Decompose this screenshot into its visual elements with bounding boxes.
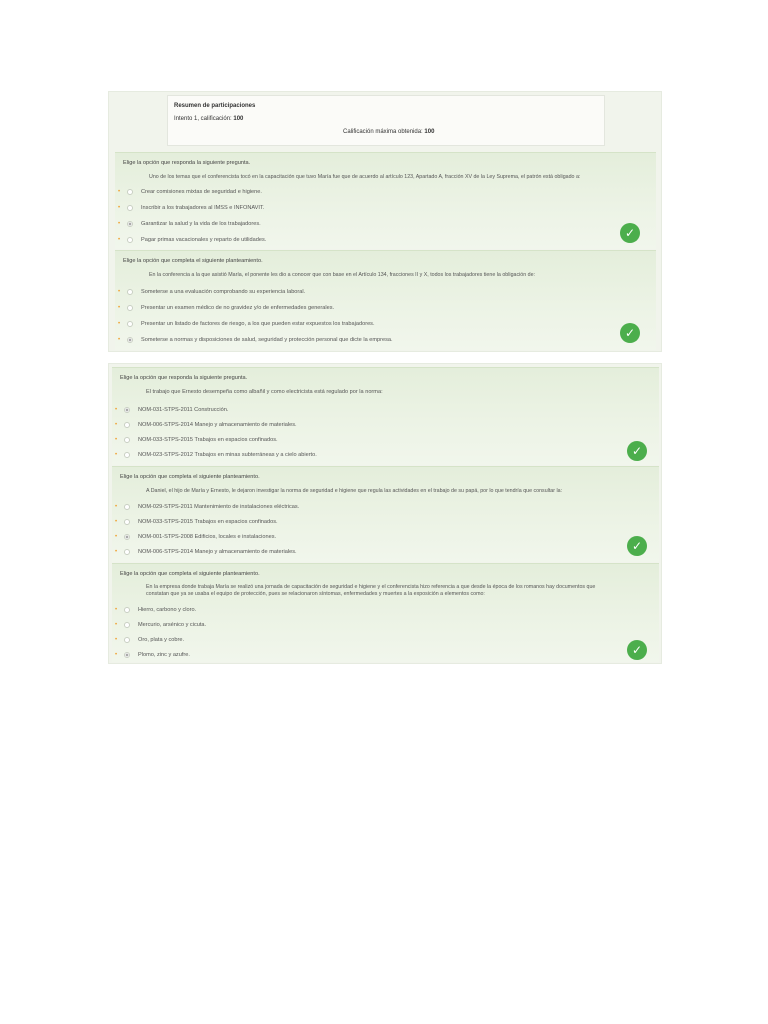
option-label: NOM-031-STPS-2011 Construcción.	[138, 407, 229, 413]
question-prompt: Elige la opción que completa el siguiente planteamiento.	[120, 474, 260, 480]
check-icon: ✓	[627, 640, 647, 660]
question-prompt: Elige la opción que responda la siguiente pregunta.	[120, 375, 248, 381]
radio-icon[interactable]	[127, 321, 133, 327]
option-label: NOM-006-STPS-2014 Manejo y almacenamiento de materiales.	[138, 422, 297, 428]
option-label: Crear comisiones mixtas de seguridad e higiene.	[141, 189, 262, 195]
check-icon: ✓	[620, 223, 640, 243]
option-label: NOM-023-STPS-2012 Trabajos en minas subterráneas y a cielo abierto.	[138, 452, 317, 458]
radio-icon[interactable]	[124, 622, 130, 628]
option-label: Garantizar la salud y la vida de los trabajadores.	[141, 221, 261, 227]
option-label: NOM-006-STPS-2014 Manejo y almacenamiento de materiales.	[138, 549, 297, 555]
question-text: El trabajo que Ernesto desempeña como albañil y como electricista está regulado por la norma:	[146, 389, 383, 395]
question-2	[115, 250, 656, 350]
option-label: Mercurio, arsénico y cicuta.	[138, 622, 207, 628]
radio-selected-icon[interactable]	[127, 221, 133, 227]
radio-icon[interactable]	[127, 205, 133, 211]
radio-icon[interactable]	[127, 289, 133, 295]
option-list	[112, 368, 659, 465]
radio-icon[interactable]	[124, 607, 130, 613]
radio-icon[interactable]	[124, 549, 130, 555]
summary-title: Resumen de participaciones	[174, 103, 256, 109]
option-list	[112, 467, 659, 562]
max-score	[343, 128, 434, 136]
question-5	[112, 563, 659, 662]
radio-icon[interactable]	[127, 237, 133, 243]
option-label: Pagar primas vacacionales y reparto de utilidades.	[141, 237, 267, 243]
marker-icon: •	[115, 549, 118, 555]
marker-icon: •	[118, 205, 121, 211]
attempts-summary	[167, 95, 605, 146]
marker-icon: •	[115, 407, 118, 413]
radio-icon[interactable]	[127, 305, 133, 311]
option-label: Presentar un listado de factores de riesgo, a los que pueden estar expuestos los trabajadores.	[141, 321, 375, 327]
option-label: Oro, plata y cobre.	[138, 637, 185, 643]
marker-icon: •	[115, 652, 118, 658]
option-label: Inscribir a los trabajadores al IMSS e INFONAVIT.	[141, 205, 265, 211]
option-label: NOM-033-STPS-2015 Trabajos en espacios confinados.	[138, 437, 278, 443]
check-icon: ✓	[627, 536, 647, 556]
option-label: Presentar un examen médico de no gravidez y/o de enfermedades generales.	[141, 305, 335, 311]
radio-icon[interactable]	[124, 519, 130, 525]
check-icon: ✓	[627, 441, 647, 461]
question-prompt: Elige la opción que completa el siguiente planteamiento.	[123, 258, 263, 264]
question-prompt: Elige la opción que responda la siguiente pregunta.	[123, 160, 251, 166]
radio-icon[interactable]	[127, 189, 133, 195]
marker-icon: •	[115, 504, 118, 510]
marker-icon: •	[118, 337, 121, 343]
marker-icon: •	[115, 534, 118, 540]
radio-icon[interactable]	[124, 504, 130, 510]
radio-selected-icon[interactable]	[124, 652, 130, 658]
radio-icon[interactable]	[124, 422, 130, 428]
marker-icon: •	[118, 305, 121, 311]
option-label: Hierro, carbono y cloro.	[138, 607, 197, 613]
marker-icon: •	[115, 622, 118, 628]
option-label: Someterse a normas y disposiciones de salud, seguridad y protección personal que dicte la empresa.	[141, 337, 393, 343]
check-icon: ✓	[620, 323, 640, 343]
question-text: En la conferencia a la que asistió María, el ponente les dio a conocer que con base en el Artículo 134, fracciones II y X, todos los trabajadores tiene la obligación de:	[149, 272, 536, 278]
marker-icon: •	[115, 519, 118, 525]
marker-icon: •	[118, 221, 121, 227]
marker-icon: •	[115, 422, 118, 428]
radio-icon[interactable]	[124, 452, 130, 458]
question-1	[115, 152, 656, 249]
question-3	[112, 367, 659, 465]
option-label: NOM-033-STPS-2015 Trabajos en espacios confinados.	[138, 519, 278, 525]
marker-icon: •	[118, 289, 121, 295]
attempt-label: Intento 1, calificación:	[174, 116, 232, 122]
quiz-screenshot-1	[108, 91, 662, 352]
marker-icon: •	[118, 189, 121, 195]
option-list	[112, 564, 659, 662]
marker-icon: •	[115, 637, 118, 643]
attempt-score	[174, 115, 243, 123]
option-label: NOM-029-STPS-2011 Mantenimiento de instalaciones eléctricas.	[138, 504, 300, 510]
max-value: 100	[424, 129, 435, 135]
marker-icon: •	[118, 237, 121, 243]
option-label: Plomo, zinc y azufre.	[138, 652, 190, 658]
marker-icon: •	[115, 452, 118, 458]
question-text: En la empresa donde trabaja María se realizó una jornada de capacitación de seguridad e higiene y el conferencista hizo referencia a que desde la época de los romanos hay documentos que constatan que ya se usaba el equipo de protección, pues se relacionaron síntomas, enfermedades y muertes a la exposición a elementos como:	[146, 584, 596, 597]
radio-selected-icon[interactable]	[127, 337, 133, 343]
max-label: Calificación máxima obtenida:	[343, 129, 423, 135]
option-label: Someterse a una evaluación comprobando su experiencia laboral.	[141, 289, 306, 295]
radio-icon[interactable]	[124, 437, 130, 443]
marker-icon: •	[118, 321, 121, 327]
question-prompt: Elige la opción que completa el siguiente planteamiento.	[120, 571, 260, 577]
radio-selected-icon[interactable]	[124, 534, 130, 540]
question-text: Uno de los temas que el conferencista tocó en la capacitación que tuvo María fue que de acuerdo al artículo 123, Apartado A, fracción XV de la Ley Suprema, el patrón está obligado a:	[149, 174, 581, 180]
radio-icon[interactable]	[124, 637, 130, 643]
question-text: A Daniel, el hijo de María y Ernesto, le dejaron investigar la norma de seguridad e higiene que regula las actividades en el trabajo de su papá, por lo que tendría que consultar la:	[146, 488, 563, 494]
marker-icon: •	[115, 437, 118, 443]
quiz-screenshot-2	[108, 363, 662, 664]
marker-icon: •	[115, 607, 118, 613]
question-4	[112, 466, 659, 562]
option-list	[115, 251, 656, 350]
radio-selected-icon[interactable]	[124, 407, 130, 413]
attempt-value: 100	[233, 116, 244, 122]
option-list	[115, 153, 656, 249]
option-label: NOM-001-STPS-2008 Edificios, locales e instalaciones.	[138, 534, 277, 540]
